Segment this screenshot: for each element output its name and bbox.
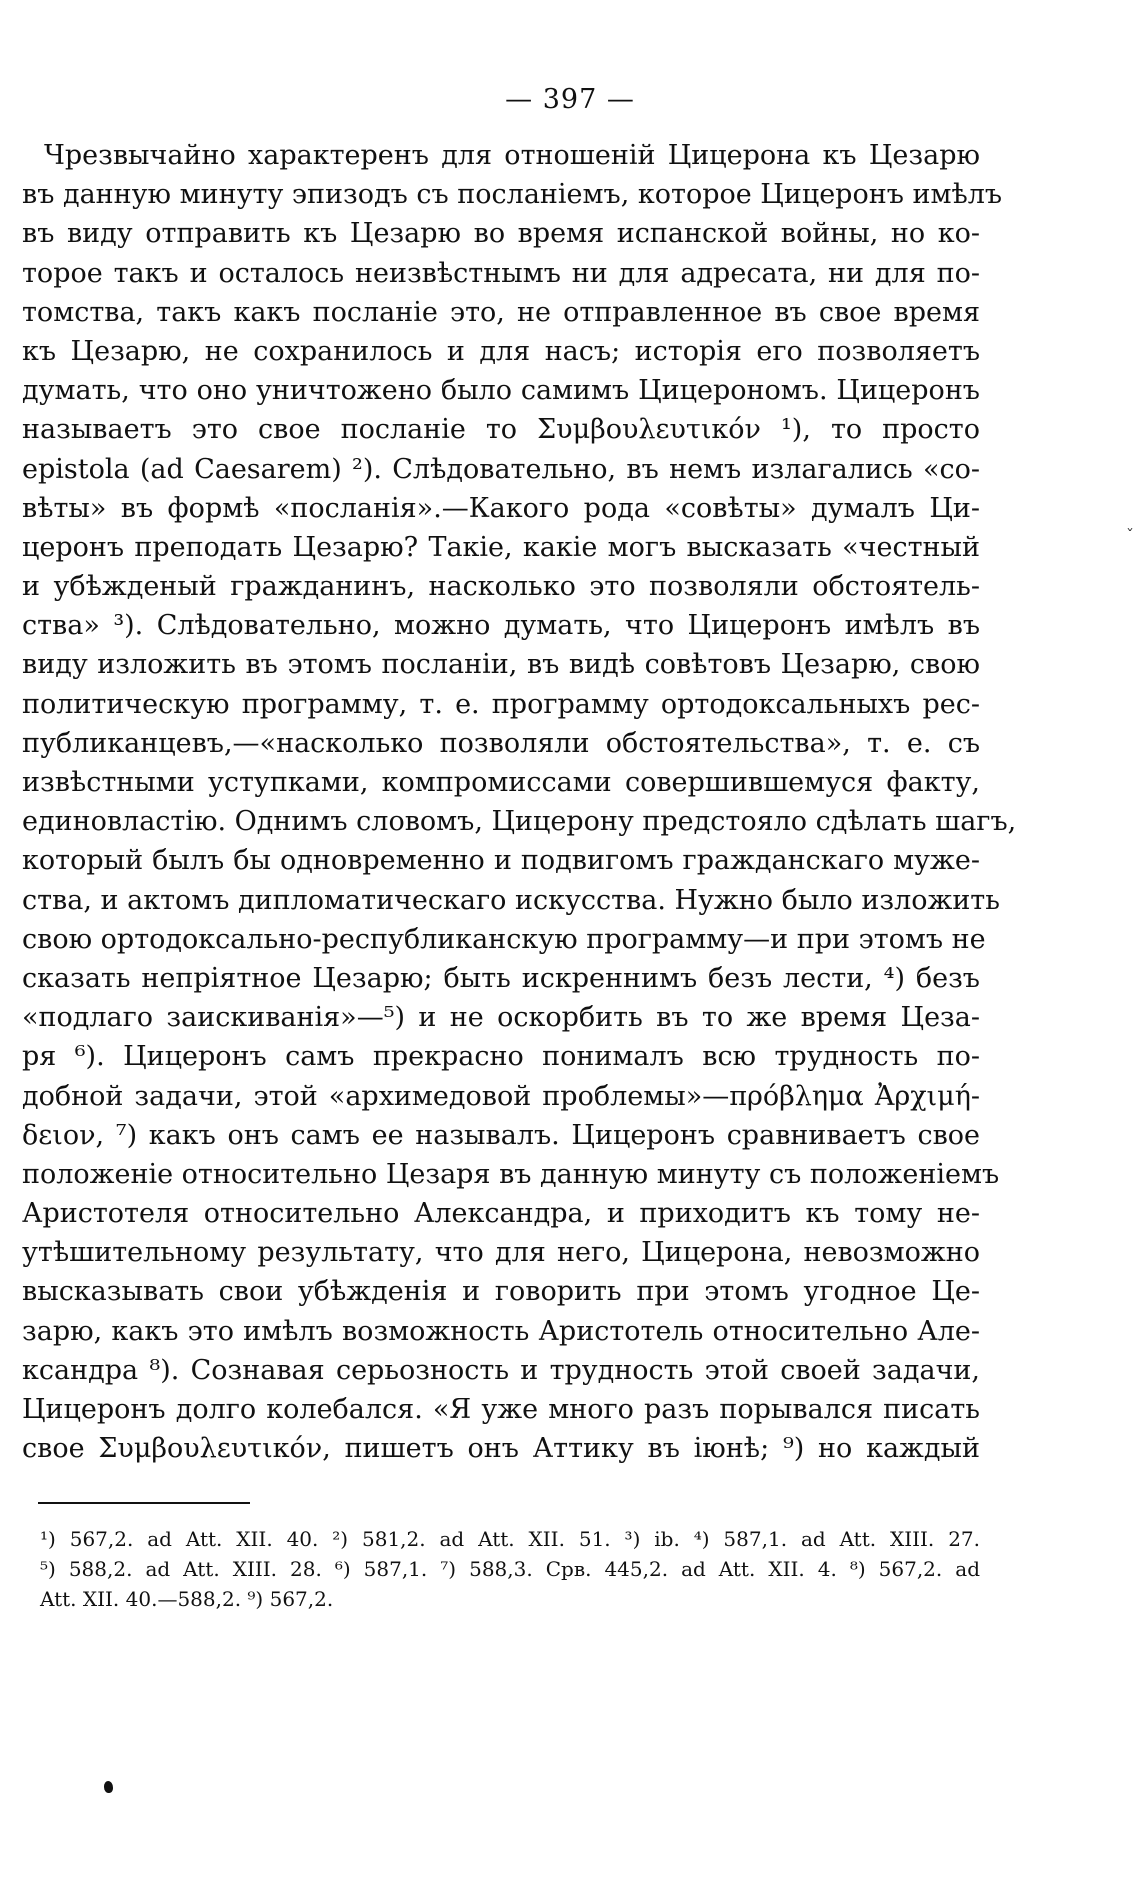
footnote-line: ¹) 567,2. ad Att. XII. 40. ²) 581,2. ad Att. XII. 51. ³) ib. ⁴) 587,1. ad Att. XIII. 27. bbox=[40, 1527, 980, 1551]
text-line: извѣстными уступками, компромиссами совершившемуся факту, bbox=[22, 767, 980, 798]
ink-blot bbox=[104, 1781, 113, 1793]
text-line: «подлаго заискиванія»—⁵) и не оскорбить въ то же время Цеза- bbox=[22, 1002, 980, 1034]
text-line: къ Цезарю, не сохранилось и для насъ; исторія его позволяетъ bbox=[22, 335, 980, 367]
text-line: сказать непріятное Цезарю; быть искреннимъ безъ лести, ⁴) безъ bbox=[22, 962, 980, 994]
text-line: который былъ бы одновременно и подвигомъ гражданскаго муже- bbox=[22, 845, 980, 877]
page-number: — 397 — bbox=[505, 84, 635, 115]
text-line: торое такъ и осталось неизвѣстнымъ ни для адресата, ни для по- bbox=[22, 257, 980, 289]
footnotes bbox=[40, 1524, 980, 1614]
text-line: Аристотеля относительно Александра, и приходитъ къ тому не- bbox=[22, 1198, 980, 1230]
footnote-line: ⁵) 588,2. ad Att. XIII. 28. ⁶) 587,1. ⁷) 588,3. Срв. 445,2. ad Att. XII. 4. ⁸) 567,2. ad bbox=[40, 1557, 980, 1581]
text-line: въ данную минуту эпизодъ съ посланіемъ, которое Цицеронъ имѣлъ bbox=[22, 179, 1003, 211]
text-line: томства, такъ какъ посланіе это, не отправленное въ свое время bbox=[22, 296, 980, 328]
text-line: свою ортодоксально-республиканскую программу—и при этомъ не bbox=[22, 923, 986, 955]
footnote-line: Att. XII. 40.—588,2. ⁹) 567,2. bbox=[40, 1587, 334, 1611]
text-line: утѣшительному результату, что для него, Цицерона, невозможно bbox=[22, 1237, 980, 1269]
text-line: вѣты» въ формѣ «посланія».—Какого рода «совѣты» думалъ Ци- bbox=[22, 492, 980, 524]
footnote-divider bbox=[38, 1502, 250, 1504]
text-line: ства, и актомъ дипломатическаго искусства. Нужно было изложить bbox=[22, 884, 1000, 916]
text-line: свое Συμβουλευτικόν, пишетъ онъ Аттику въ іюнѣ; ⁹) но каждый bbox=[22, 1433, 980, 1465]
text-line: въ виду отправить къ Цезарю во время испанской войны, но ко- bbox=[22, 218, 980, 250]
text-line: epistola (ad Caesarem) ²). Слѣдовательно, въ немъ излагались «со- bbox=[22, 453, 980, 485]
body-text bbox=[22, 136, 1017, 1468]
text-line: ксандра ⁸). Сознавая серьозность и трудность этой своей задачи, bbox=[22, 1354, 980, 1386]
text-line: зарю, какъ это имѣлъ возможность Аристотель относительно Але- bbox=[22, 1315, 980, 1347]
text-line: политическую программу, т. е. программу ортодоксальныхъ рес- bbox=[22, 688, 980, 720]
text-line: ря ⁶). Цицеронъ самъ прекрасно понималъ всю трудность по- bbox=[22, 1041, 980, 1073]
text-line: δειον, ⁷) какъ онъ самъ ее называлъ. Цицеронъ сравниваетъ свое bbox=[22, 1119, 980, 1151]
text-line: положеніе относительно Цезаря въ данную минуту съ положеніемъ bbox=[22, 1158, 1000, 1190]
text-line: виду изложить въ этомъ посланіи, въ видѣ совѣтовъ Цезарю, свою bbox=[22, 649, 980, 681]
text-line: Цицеронъ долго колебался. «Я уже много разъ порывался писать bbox=[22, 1394, 980, 1425]
text-line: ства» ³). Слѣдовательно, можно думать, что Цицеронъ имѣлъ въ bbox=[22, 610, 980, 642]
text-line: высказывать свои убѣжденія и говорить при этомъ угодное Це- bbox=[22, 1276, 980, 1308]
text-line: думать, что оно уничтожено было самимъ Цицерономъ. Цицеронъ bbox=[22, 375, 980, 407]
text-line: называетъ это свое посланіе то Συμβουλευτικόν ¹), то просто bbox=[22, 414, 980, 446]
margin-mark: ˯ bbox=[1126, 512, 1134, 531]
text-line: и убѣжденый гражданинъ, насколько это позволяли обстоятель- bbox=[22, 571, 980, 603]
text-line: Чрезвычайно характеренъ для отношеній Цицерона къ Цезарю bbox=[44, 140, 980, 171]
text-line: церонъ преподать Цезарю? Такіе, какіе могъ высказать «честный bbox=[22, 531, 980, 563]
text-line: добной задачи, этой «архимедовой проблемы»—πρόβλημα Ἀρχιμή- bbox=[22, 1080, 980, 1112]
text-line: единовластію. Однимъ словомъ, Цицерону предстояло сдѣлать шагъ, bbox=[22, 806, 1017, 838]
text-line: публиканцевъ,—«насколько позволяли обстоятельства», т. е. съ bbox=[22, 727, 980, 759]
